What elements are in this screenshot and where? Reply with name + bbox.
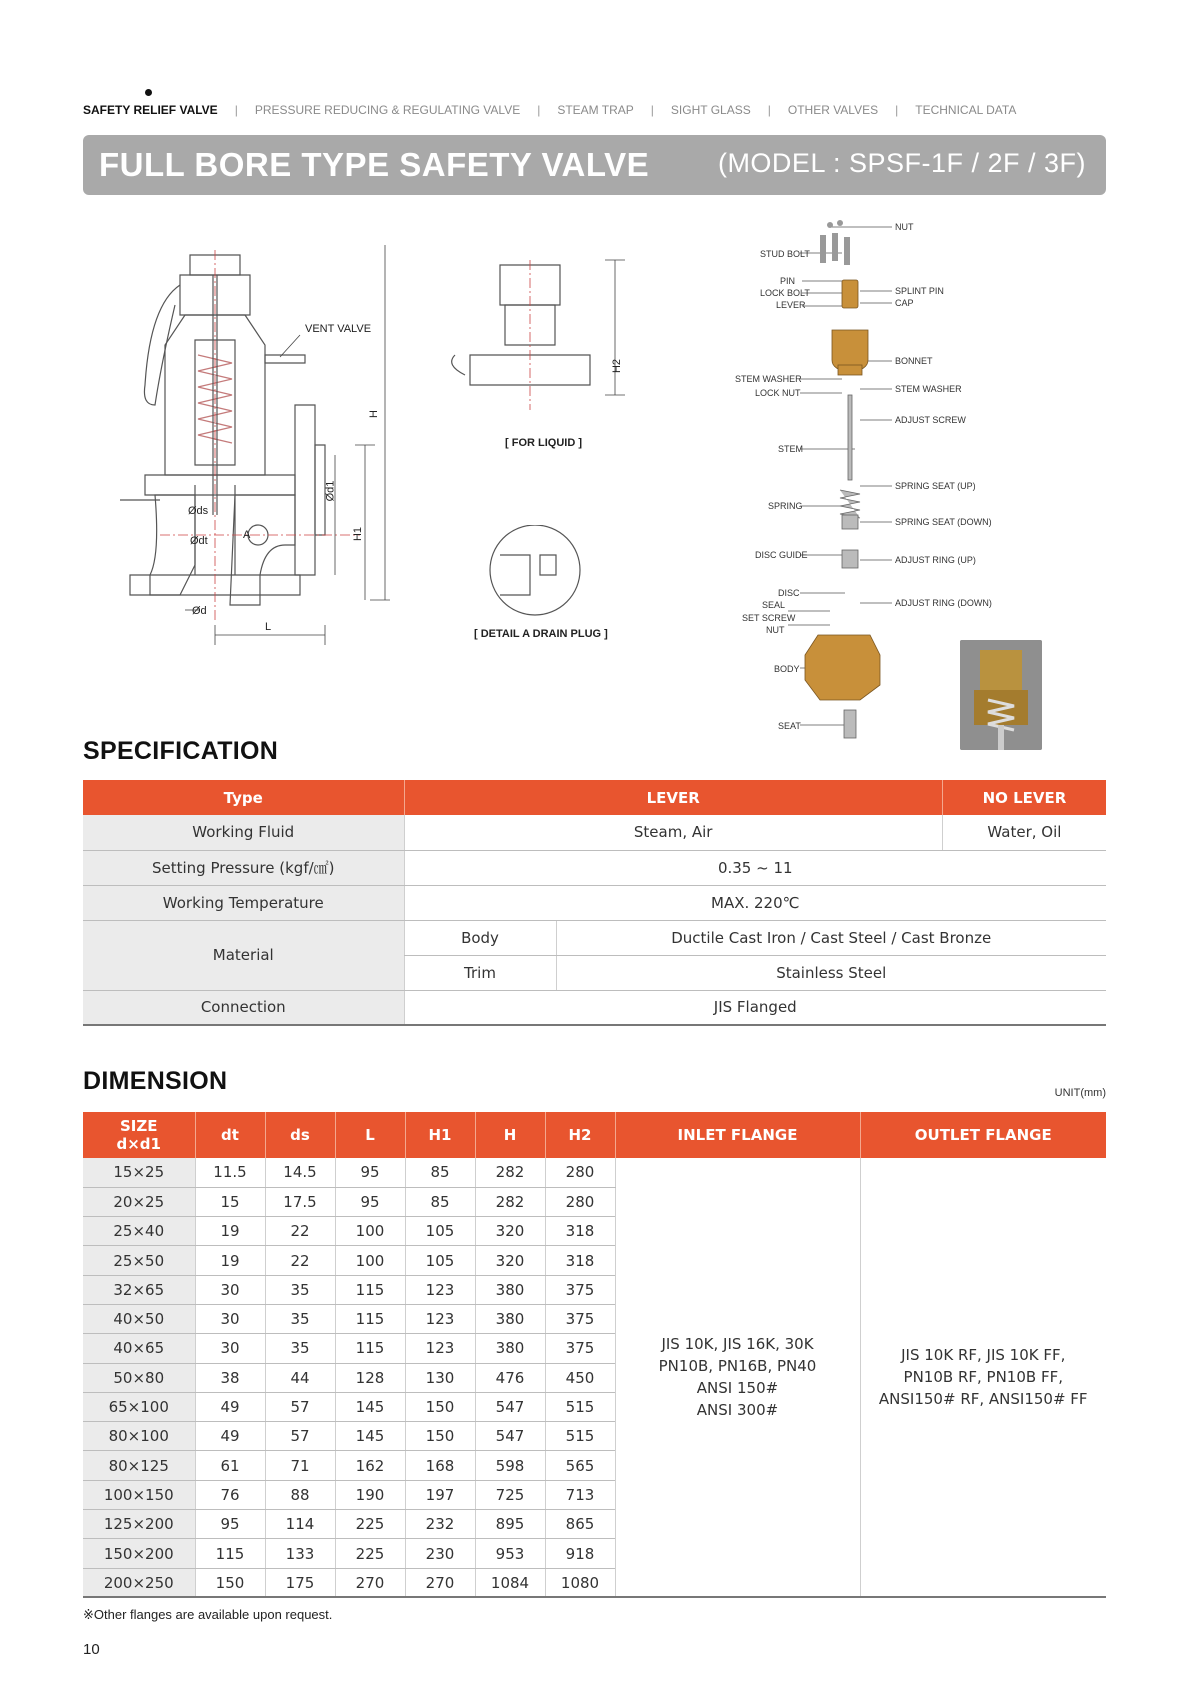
page-number: 10: [83, 1641, 100, 1658]
part-nut-left: NUT: [766, 625, 785, 635]
part-stem-washer-right: STEM WASHER: [895, 384, 962, 394]
part-spring: SPRING: [768, 501, 803, 511]
dt-header: dt: [195, 1112, 265, 1158]
dt-cell: 49: [195, 1392, 265, 1421]
size-cell: 32×65: [83, 1275, 195, 1304]
type-header: Type: [83, 780, 404, 815]
ds-cell: 57: [265, 1392, 335, 1421]
ds-cell: 35: [265, 1334, 335, 1363]
h1-cell: 123: [405, 1275, 475, 1304]
h-cell: 380: [475, 1334, 545, 1363]
h2-cell: 713: [545, 1480, 615, 1509]
table-row: [83, 990, 1106, 1025]
h1-cell: 168: [405, 1451, 475, 1480]
h-cell: 598: [475, 1451, 545, 1480]
dt-cell: 19: [195, 1246, 265, 1275]
specification-table: [83, 780, 1106, 1026]
part-spring-seat-down: SPRING SEAT (DOWN): [895, 517, 992, 527]
working-temp-label: Working Temperature: [83, 885, 404, 920]
no-lever-header: NO LEVER: [942, 780, 1106, 815]
h-cell: 725: [475, 1480, 545, 1509]
dt-cell: 115: [195, 1539, 265, 1568]
dimension-heading: DIMENSION: [83, 1067, 228, 1095]
table-row: [83, 1158, 1106, 1187]
ds-label: Øds: [188, 505, 209, 517]
part-disc-guide: DISC GUIDE: [755, 550, 808, 560]
h2-cell: 318: [545, 1217, 615, 1246]
valve-section-svg: [100, 245, 440, 705]
ds-cell: 133: [265, 1539, 335, 1568]
active-dot: [145, 89, 152, 96]
setting-pressure-value: 0.35 ~ 11: [404, 850, 1106, 885]
l-cell: 190: [335, 1480, 405, 1509]
ds-cell: 17.5: [265, 1187, 335, 1216]
part-adjust-screw: ADJUST SCREW: [895, 415, 966, 425]
part-adjust-ring-up: ADJUST RING (UP): [895, 555, 976, 565]
connection-value: JIS Flanged: [404, 990, 1106, 1025]
part-cap: CAP: [895, 298, 914, 308]
title-banner: [83, 135, 1106, 195]
ds-cell: 22: [265, 1217, 335, 1246]
inlet-flange-line: ANSI 300#: [696, 1401, 779, 1420]
h1-cell: 232: [405, 1510, 475, 1539]
dt-cell: 19: [195, 1217, 265, 1246]
table-row: [83, 885, 1106, 920]
part-adjust-ring-down: ADJUST RING (DOWN): [895, 598, 992, 608]
dimension-header-row: [83, 1112, 1106, 1158]
for-liquid-caption: [ FOR LIQUID ]: [505, 437, 582, 449]
part-pin: PIN: [780, 276, 796, 286]
h-cell: 476: [475, 1363, 545, 1392]
valve-section-drawing: [100, 245, 440, 710]
h-cell: 282: [475, 1187, 545, 1216]
dt-cell: 150: [195, 1568, 265, 1597]
drain-plug-detail: [474, 525, 608, 640]
l-cell: 145: [335, 1422, 405, 1451]
l-cell: 225: [335, 1539, 405, 1568]
h-cell: 547: [475, 1392, 545, 1421]
h2-cell: 515: [545, 1422, 615, 1451]
ds-cell: 57: [265, 1422, 335, 1451]
ds-cell: 175: [265, 1568, 335, 1597]
inlet-flange-cell: [615, 1158, 860, 1597]
dimension-table: [83, 1112, 1106, 1598]
part-stud-bolt: STUD BOLT: [760, 249, 810, 259]
h1-cell: 230: [405, 1539, 475, 1568]
part-seat: SEAT: [778, 721, 801, 731]
d1-label: Ød1: [324, 480, 337, 502]
nav-safety-relief-valve[interactable]: [83, 103, 218, 117]
dt-cell: 61: [195, 1451, 265, 1480]
h1-cell: 105: [405, 1246, 475, 1275]
exploded-view: [735, 215, 992, 750]
size-header-line1: SIZE: [119, 1117, 158, 1135]
h2-cell: 375: [545, 1275, 615, 1304]
size-cell: 25×40: [83, 1217, 195, 1246]
size-cell: 100×150: [83, 1480, 195, 1509]
dt-cell: 30: [195, 1334, 265, 1363]
h1-cell: 150: [405, 1392, 475, 1421]
size-header-line2: d×d1: [116, 1135, 161, 1153]
section-nav: [83, 103, 1016, 117]
h-cell: 320: [475, 1217, 545, 1246]
dt-cell: 49: [195, 1422, 265, 1451]
l-cell: 225: [335, 1510, 405, 1539]
part-splint-pin: SPLINT PIN: [895, 286, 944, 296]
ds-cell: 35: [265, 1304, 335, 1333]
nav-separator: |: [895, 103, 899, 117]
l-cell: 115: [335, 1334, 405, 1363]
size-cell: 50×80: [83, 1363, 195, 1392]
dt-cell: 95: [195, 1510, 265, 1539]
part-disc: DISC: [778, 588, 800, 598]
table-row: [83, 920, 1106, 955]
h-label: H: [367, 410, 380, 418]
flange-note: ※Other flanges are available upon request.: [83, 1607, 333, 1622]
trim-label: Trim: [404, 955, 556, 990]
ds-cell: 114: [265, 1510, 335, 1539]
l-cell: 100: [335, 1217, 405, 1246]
h-cell: 282: [475, 1158, 545, 1187]
specification-heading: SPECIFICATION: [83, 737, 279, 765]
nav-pressure-reducing[interactable]: PRESSURE REDUCING & REGULATING VALVE: [254, 103, 521, 117]
page-title: FULL BORE TYPE SAFETY VALVE: [99, 146, 650, 183]
l-cell: 95: [335, 1187, 405, 1216]
nav-separator: |: [537, 103, 541, 117]
unit-label: UNIT(mm): [1054, 1087, 1106, 1099]
drain-plug-svg: [480, 525, 590, 625]
dt-cell: 15: [195, 1187, 265, 1216]
h2-cell: 280: [545, 1187, 615, 1216]
size-cell: 25×50: [83, 1246, 195, 1275]
table-row: [83, 815, 1106, 850]
l-cell: 145: [335, 1392, 405, 1421]
h2-cell: 865: [545, 1510, 615, 1539]
nav-sight-glass[interactable]: SIGHT GLASS: [670, 103, 751, 117]
part-stem: STEM: [778, 444, 804, 454]
l-cell: 100: [335, 1246, 405, 1275]
dt-cell: 11.5: [195, 1158, 265, 1187]
h2-cell: 1080: [545, 1568, 615, 1597]
h1-cell: 270: [405, 1568, 475, 1597]
l-cell: 115: [335, 1275, 405, 1304]
h2-cell: 565: [545, 1451, 615, 1480]
part-lock-bolt: LOCK BOLT: [760, 288, 810, 298]
h1-cell: 197: [405, 1480, 475, 1509]
h-cell: 320: [475, 1246, 545, 1275]
d-label: Ød: [192, 605, 207, 617]
h2-cell: 918: [545, 1539, 615, 1568]
body-value: Ductile Cast Iron / Cast Steel / Cast Bronze: [556, 920, 1106, 955]
table-row: [83, 850, 1106, 885]
nav-separator: |: [650, 103, 654, 117]
part-lock-nut: LOCK NUT: [755, 388, 801, 398]
h1-cell: 150: [405, 1422, 475, 1451]
working-temp-value: MAX. 220℃: [404, 885, 1106, 920]
working-fluid-label: Working Fluid: [83, 815, 404, 850]
h1-cell: 85: [405, 1158, 475, 1187]
body-label: Body: [404, 920, 556, 955]
h-cell: 895: [475, 1510, 545, 1539]
dt-cell: 30: [195, 1275, 265, 1304]
model-label: (MODEL : SPSF-1F / 2F / 3F): [717, 148, 1086, 178]
size-cell: 125×200: [83, 1510, 195, 1539]
h2-cell: 515: [545, 1392, 615, 1421]
inlet-flange-header: INLET FLANGE: [615, 1112, 860, 1158]
l-cell: 128: [335, 1363, 405, 1392]
vent-valve-label: VENT VALVE: [305, 323, 372, 335]
spec-header-row: [83, 780, 1106, 815]
part-body: BODY: [774, 664, 800, 674]
part-set-screw: SET SCREW: [742, 613, 796, 623]
lever-header: LEVER: [404, 780, 942, 815]
detail-a-label: A: [243, 529, 251, 541]
size-cell: 15×25: [83, 1158, 195, 1187]
h1-cell: 105: [405, 1217, 475, 1246]
h2-label: H2: [611, 358, 624, 374]
h1-header: H1: [405, 1112, 475, 1158]
nav-label: SAFETY RELIEF VALVE: [83, 103, 218, 117]
size-cell: 80×125: [83, 1451, 195, 1480]
size-cell: 200×250: [83, 1568, 195, 1597]
outlet-flange-header: OUTLET FLANGE: [860, 1112, 1106, 1158]
drain-plug-caption: [ DETAIL A DRAIN PLUG ]: [474, 628, 608, 640]
dt-cell: 38: [195, 1363, 265, 1392]
inlet-flange-line: ANSI 150#: [696, 1379, 779, 1398]
l-cell: 162: [335, 1451, 405, 1480]
outlet-flange-cell: [860, 1158, 1106, 1597]
for-liquid-detail: [450, 255, 630, 449]
h-cell: 380: [475, 1304, 545, 1333]
dt-label: Ødt: [190, 535, 208, 547]
part-nut-right: NUT: [895, 222, 914, 232]
trim-value: Stainless Steel: [556, 955, 1106, 990]
ds-cell: 14.5: [265, 1158, 335, 1187]
working-fluid-no-lever: Water, Oil: [942, 815, 1106, 850]
nav-other-valves[interactable]: OTHER VALVES: [787, 103, 879, 117]
l-cell: 95: [335, 1158, 405, 1187]
h1-cell: 123: [405, 1334, 475, 1363]
part-seal: SEAL: [762, 600, 786, 610]
l-cell: 115: [335, 1304, 405, 1333]
connection-label: Connection: [83, 990, 404, 1025]
h-cell: 547: [475, 1422, 545, 1451]
dt-cell: 30: [195, 1304, 265, 1333]
h1-cell: 130: [405, 1363, 475, 1392]
l-label: L: [265, 621, 272, 633]
h1-cell: 85: [405, 1187, 475, 1216]
part-spring-seat-up: SPRING SEAT (UP): [895, 481, 976, 491]
material-label: Material: [83, 920, 404, 990]
outlet-flange-line: JIS 10K RF, JIS 10K FF,: [901, 1346, 1066, 1365]
size-cell: 20×25: [83, 1187, 195, 1216]
nav-separator: |: [767, 103, 771, 117]
for-liquid-svg: [450, 255, 630, 425]
size-cell: 40×50: [83, 1304, 195, 1333]
outlet-flange-line: ANSI150# RF, ANSI150# FF: [878, 1390, 1088, 1409]
h1-cell: 123: [405, 1304, 475, 1333]
valve-photo: [960, 640, 1042, 750]
h-cell: 953: [475, 1539, 545, 1568]
size-header: [83, 1112, 195, 1158]
l-header: L: [335, 1112, 405, 1158]
inlet-flange-line: PN10B, PN16B, PN40: [658, 1357, 817, 1376]
outlet-flange-line: PN10B RF, PN10B FF,: [903, 1368, 1063, 1387]
size-cell: 65×100: [83, 1392, 195, 1421]
h2-cell: 450: [545, 1363, 615, 1392]
size-cell: 40×65: [83, 1334, 195, 1363]
dimension-body: [83, 1158, 1106, 1597]
inlet-flange-line: JIS 10K, JIS 16K, 30K: [661, 1335, 814, 1354]
ds-cell: 35: [265, 1275, 335, 1304]
size-cell: 150×200: [83, 1539, 195, 1568]
nav-technical-data[interactable]: TECHNICAL DATA: [915, 103, 1017, 117]
part-stem-washer-left: STEM WASHER: [735, 374, 802, 384]
setting-pressure-label: Setting Pressure (kgf/㎠): [83, 850, 404, 885]
h2-header: H2: [545, 1112, 615, 1158]
nav-separator: |: [234, 103, 238, 117]
h2-cell: 375: [545, 1334, 615, 1363]
ds-cell: 88: [265, 1480, 335, 1509]
h2-cell: 280: [545, 1158, 615, 1187]
h-cell: 1084: [475, 1568, 545, 1597]
size-cell: 80×100: [83, 1422, 195, 1451]
ds-cell: 71: [265, 1451, 335, 1480]
h1-label: H1: [352, 526, 365, 542]
part-lever: LEVER: [776, 300, 806, 310]
dt-cell: 76: [195, 1480, 265, 1509]
h-header: H: [475, 1112, 545, 1158]
nav-steam-trap[interactable]: STEAM TRAP: [557, 103, 634, 117]
part-bonnet: BONNET: [895, 356, 933, 366]
l-cell: 270: [335, 1568, 405, 1597]
h2-cell: 318: [545, 1246, 615, 1275]
h2-cell: 375: [545, 1304, 615, 1333]
ds-cell: 22: [265, 1246, 335, 1275]
working-fluid-lever: Steam, Air: [404, 815, 942, 850]
ds-cell: 44: [265, 1363, 335, 1392]
valve-photo-svg: [960, 640, 1042, 750]
ds-header: ds: [265, 1112, 335, 1158]
h-cell: 380: [475, 1275, 545, 1304]
